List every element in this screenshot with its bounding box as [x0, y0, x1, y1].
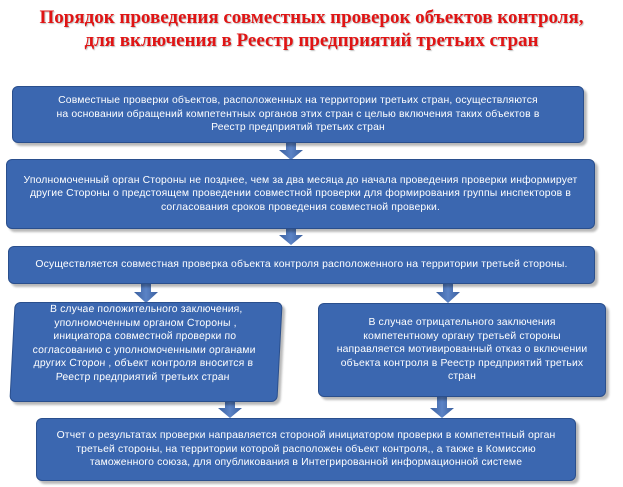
arrow-3-to-4 [134, 283, 158, 303]
step-box-report-text: Отчет о результатах проверки направляется стороной инициатором проверки в компетентный орган третьей стороны, на территории которой расположен объект контроля,, а также в Комиссию таможенного союза, для опубликования в Интегрированной информационной системе [56, 430, 556, 469]
step-box-joint-inspection-basis-text: Совместные проверки объектов, расположенных на территории третьих стран, осуществляются на основании обращений компетентных органов этих стран с целью включения таких объектов в Реестр предприятий третьих стран [56, 95, 540, 134]
step-box-notification [6, 159, 595, 229]
step-box-notification-text: Уполномоченный орган Стороны не позднее, чем за два месяца до начала проведения проверки информирует другие Стороны о предстоящем проведении совместной проверки для формирования группы инспекторов в согласования сроков проведения совместной проверки. [23, 174, 578, 213]
step-box-negative-conclusion-text: В случае отрицательного заключения компетентному органу третьей стороны направляется мотивированный отказ о включении объекта контроля в Реестр предприятий третьих стран [336, 317, 588, 383]
arrow-4-to-6 [218, 401, 242, 418]
step-box-positive-conclusion-text: В случае положительного заключения, уполномоченным органом Стороны , инициатора совместной проверки по согласованию с уполномоченными органами других Сторон , объект контроля вносится в Реестр предприятий третьих стран [32, 304, 256, 383]
arrow-1-to-2 [279, 142, 303, 160]
title-line-2: для включения в Реестр предприятий третьих стран [84, 30, 539, 51]
step-box-inspection-text: Осуществляется совместная проверка объекта контроля расположенного на территории третьей стороны. [35, 259, 568, 271]
step-box-negative-conclusion [318, 303, 606, 397]
step-box-report [36, 418, 576, 481]
step-box-inspection [8, 246, 595, 284]
title-line-1: Порядок проведения совместных проверок объектов контроля, [39, 7, 584, 28]
step-box-positive-conclusion [9, 302, 282, 402]
arrow-5-to-6 [430, 396, 454, 418]
step-box-joint-inspection-basis [12, 86, 584, 143]
arrow-2-to-3 [279, 228, 303, 245]
arrow-3-to-5 [436, 283, 460, 303]
